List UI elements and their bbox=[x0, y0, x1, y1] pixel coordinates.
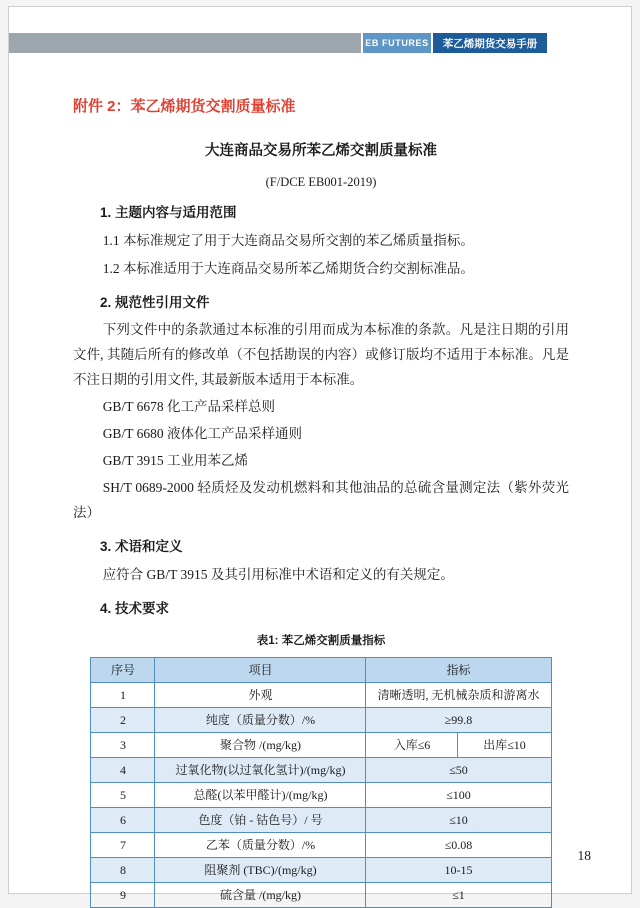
reference-item-3: GB/T 3915 工业用苯乙烯 bbox=[102, 453, 248, 468]
cell-seq: 7 bbox=[91, 833, 155, 858]
cell-seq: 2 bbox=[91, 708, 155, 733]
cell-spec: ≤1 bbox=[366, 883, 551, 908]
cell-spec: ≤100 bbox=[366, 783, 551, 808]
cell-seq: 8 bbox=[91, 858, 155, 883]
cell-item: 过氧化物(以过氧化氢计)/(mg/kg) bbox=[155, 758, 366, 783]
reference-item-4: SH/T 0689-2000 轻质烃及发动机燃料和其他油品的总硫含量测定法（紫外荧光法） bbox=[73, 480, 569, 520]
cell-spec-outbound: 出库≤10 bbox=[458, 733, 551, 758]
section-4-heading: 4. 技术要求 bbox=[100, 601, 170, 616]
cell-seq: 3 bbox=[91, 733, 155, 758]
doc-title: 大连商品交易所苯乙烯交割质量标准 bbox=[205, 143, 437, 159]
cell-spec: ≤10 bbox=[366, 808, 551, 833]
table-row bbox=[91, 858, 551, 883]
table-caption: 表1: 苯乙烯交割质量指标 bbox=[256, 635, 386, 647]
cell-seq: 1 bbox=[91, 683, 155, 708]
section-2-heading: 2. 规范性引用文件 bbox=[100, 295, 210, 310]
section-1-heading: 1. 主题内容与适用范围 bbox=[100, 205, 237, 220]
doc-code: (F/DCE EB001-2019) bbox=[265, 175, 377, 189]
reference-item-1: GB/T 6678 化工产品采样总则 bbox=[102, 399, 275, 414]
brand-label: EB FUTURES bbox=[365, 38, 429, 48]
reference-item-2: GB/T 6680 液体化工产品采样通则 bbox=[102, 426, 302, 441]
body-text bbox=[73, 200, 569, 908]
cell-seq: 9 bbox=[91, 883, 155, 908]
table-row bbox=[91, 883, 551, 908]
table-header-row bbox=[91, 658, 551, 683]
table-row bbox=[91, 683, 551, 708]
cell-spec: 10-15 bbox=[366, 858, 551, 883]
quality-spec-table bbox=[90, 657, 551, 908]
cell-item: 外观 bbox=[155, 683, 366, 708]
table-row bbox=[91, 733, 551, 758]
section-1-paragraph-2: 1.2 本标准适用于大连商品交易所苯乙烯期货合约交割标准品。 bbox=[102, 261, 474, 276]
cell-spec-inbound: 入库≤6 bbox=[366, 733, 458, 758]
page-number: 18 bbox=[577, 848, 591, 863]
section-3-heading: 3. 术语和定义 bbox=[100, 539, 183, 554]
section-2-intro: 下列文件中的条款通过本标准的引用而成为本标准的条款。凡是注日期的引用文件, 其随后所有的修改单（不包括勘误的内容）或修订版均不适用于本标准。凡是不注日期的引用文件, 其最新版本适用于本标准。 bbox=[73, 322, 569, 387]
cell-item: 阻聚剂 (TBC)/(mg/kg) bbox=[155, 858, 366, 883]
table-row bbox=[91, 758, 551, 783]
cell-seq: 5 bbox=[91, 783, 155, 808]
column-header-item: 项目 bbox=[155, 658, 366, 683]
table-row bbox=[91, 708, 551, 733]
cell-seq: 4 bbox=[91, 758, 155, 783]
attachment-title: 附件 2：苯乙烯期货交割质量标准 bbox=[73, 98, 296, 115]
table-row bbox=[91, 833, 551, 858]
table-row bbox=[91, 783, 551, 808]
manual-title-label: 苯乙烯期货交易手册 bbox=[442, 37, 538, 50]
cell-spec: ≤0.08 bbox=[366, 833, 551, 858]
cell-spec: ≥99.8 bbox=[366, 708, 551, 733]
document-page bbox=[8, 6, 632, 902]
cell-item: 硫含量 /(mg/kg) bbox=[155, 883, 366, 908]
section-3-paragraph-1: 应符合 GB/T 3915 及其引用标准中术语和定义的有关规定。 bbox=[102, 567, 454, 582]
cell-item: 聚合物 /(mg/kg) bbox=[155, 733, 366, 758]
cell-item: 总醛(以苯甲醛计)/(mg/kg) bbox=[155, 783, 366, 808]
column-header-spec: 指标 bbox=[366, 658, 551, 683]
cell-item: 乙苯（质量分数）/% bbox=[155, 833, 366, 858]
cell-item: 色度（铂 - 钴色号）/ 号 bbox=[155, 808, 366, 833]
section-1-paragraph-1: 1.1 本标准规定了用于大连商品交易所交割的苯乙烯质量指标。 bbox=[102, 233, 474, 248]
column-header-seq: 序号 bbox=[91, 658, 155, 683]
cell-spec: ≤50 bbox=[366, 758, 551, 783]
cell-seq: 6 bbox=[91, 808, 155, 833]
cell-item: 纯度（质量分数）/% bbox=[155, 708, 366, 733]
content-column bbox=[73, 7, 569, 908]
cell-spec: 清晰透明, 无机械杂质和游离水 bbox=[366, 683, 551, 708]
table-row bbox=[91, 808, 551, 833]
